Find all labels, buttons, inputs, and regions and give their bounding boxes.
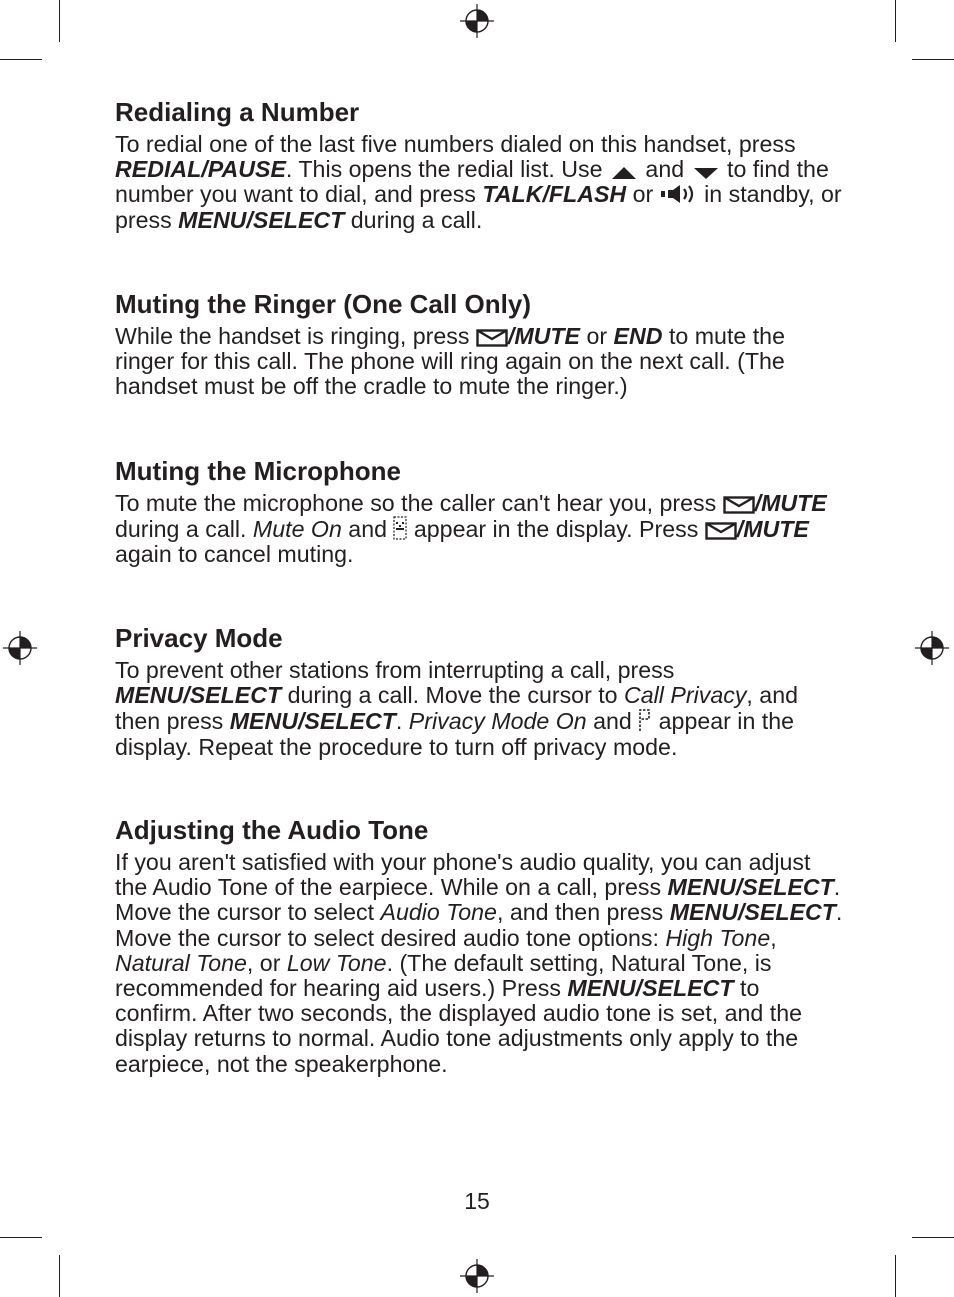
display-text: Low Tone	[286, 949, 387, 976]
section-heading: Privacy Mode	[115, 623, 283, 653]
display-text: Audio Tone	[380, 899, 497, 926]
section-body: While the handset is ringing, press /MUTE or END to mute the ringer for this call. The phone will ring again on the next call. (The handset must be off the cradle to mute the ringer.)	[115, 323, 785, 400]
section-privacy-mode	[115, 622, 845, 760]
crop-mark	[895, 1255, 896, 1297]
envelope-icon	[476, 329, 508, 347]
section-body: To prevent other stations from interrupting a call, press MENU/SELECT during a call. Move the cursor to Call Privacy, and then press MENU/SELECT. Privacy Mode On and appear in the display. Repeat the procedure to turn off privacy mode.	[115, 657, 798, 760]
section-body: To mute the microphone so the caller can't hear you, press /MUTE during a call. Mute On and appear in the display. Press /MUTE again to cancel muting.	[115, 490, 827, 568]
down-arrow-icon	[691, 164, 721, 180]
key-label: MENU/SELECT	[229, 708, 396, 735]
registration-mark-icon	[460, 4, 494, 38]
crop-mark	[59, 1255, 60, 1297]
crop-mark	[59, 0, 60, 42]
section-mute-ringer	[115, 288, 845, 400]
section-mute-microphone	[115, 455, 845, 568]
section-redial	[115, 96, 845, 233]
key-label: MENU/SELECT	[567, 975, 734, 1002]
section-heading: Muting the Microphone	[115, 456, 401, 486]
section-heading: Redialing a Number	[115, 97, 360, 127]
crop-mark	[895, 0, 896, 42]
up-arrow-icon	[609, 164, 639, 180]
registration-mark-icon	[915, 631, 949, 665]
key-label: /MUTE	[736, 516, 809, 543]
section-heading: Adjusting the Audio Tone	[115, 815, 429, 845]
section-body: If you aren't satisfied with your phone's audio quality, you can adjust the Audio Tone of the earpiece. While on a call, press MENU/SELECT. Move the cursor to select Audio Tone, and then press MENU/SELECT. Move the cursor to select desired audio tone options: High Tone, Natural Tone, or Low Tone. (The default setting, Natural Tone, is recommended for hearing aid users.) Press MENU/SELECT to confirm. After two seconds, the displayed audio tone is set, and the display returns to normal. Audio tone adjustments only apply to the earpiece, not the speakerphone.	[115, 849, 843, 1077]
crop-mark	[912, 1237, 954, 1238]
section-body: To redial one of the last five numbers dialed on this handset, press REDIAL/PAUSE. This opens the redial list. Use and to find the number you want to dial, and press TALK/FLASH or in standby, or press MENU/SELECT during a call.	[115, 131, 842, 233]
key-label: END	[613, 323, 663, 349]
section-heading: Muting the Ringer (One Call Only)	[115, 289, 531, 319]
envelope-icon	[723, 496, 755, 514]
mute-display-icon	[393, 516, 407, 540]
crop-mark	[0, 1237, 42, 1238]
display-text: Mute On	[252, 516, 342, 543]
display-text: High Tone	[665, 924, 771, 951]
key-label: MENU/SELECT	[667, 874, 834, 901]
key-label: MENU/SELECT	[115, 682, 282, 709]
display-text: Natural Tone	[115, 949, 247, 976]
registration-mark-icon	[3, 631, 37, 665]
section-audio-tone	[115, 814, 845, 1077]
display-text: Privacy Mode On	[408, 708, 587, 735]
privacy-display-icon	[638, 708, 652, 732]
envelope-icon	[705, 522, 737, 540]
registration-mark-icon	[460, 1259, 494, 1293]
page-number: 15	[464, 1188, 490, 1214]
crop-mark	[0, 59, 42, 60]
key-label: REDIAL/PAUSE	[115, 156, 286, 183]
display-text: Call Privacy	[624, 682, 747, 709]
key-label: /MUTE	[754, 490, 827, 516]
key-label: MENU/SELECT	[669, 899, 836, 926]
key-label: /MUTE	[507, 323, 581, 349]
key-label: TALK/FLASH	[482, 181, 627, 208]
speakerphone-icon	[660, 183, 698, 205]
key-label: MENU/SELECT	[178, 206, 345, 233]
crop-mark	[912, 59, 954, 60]
